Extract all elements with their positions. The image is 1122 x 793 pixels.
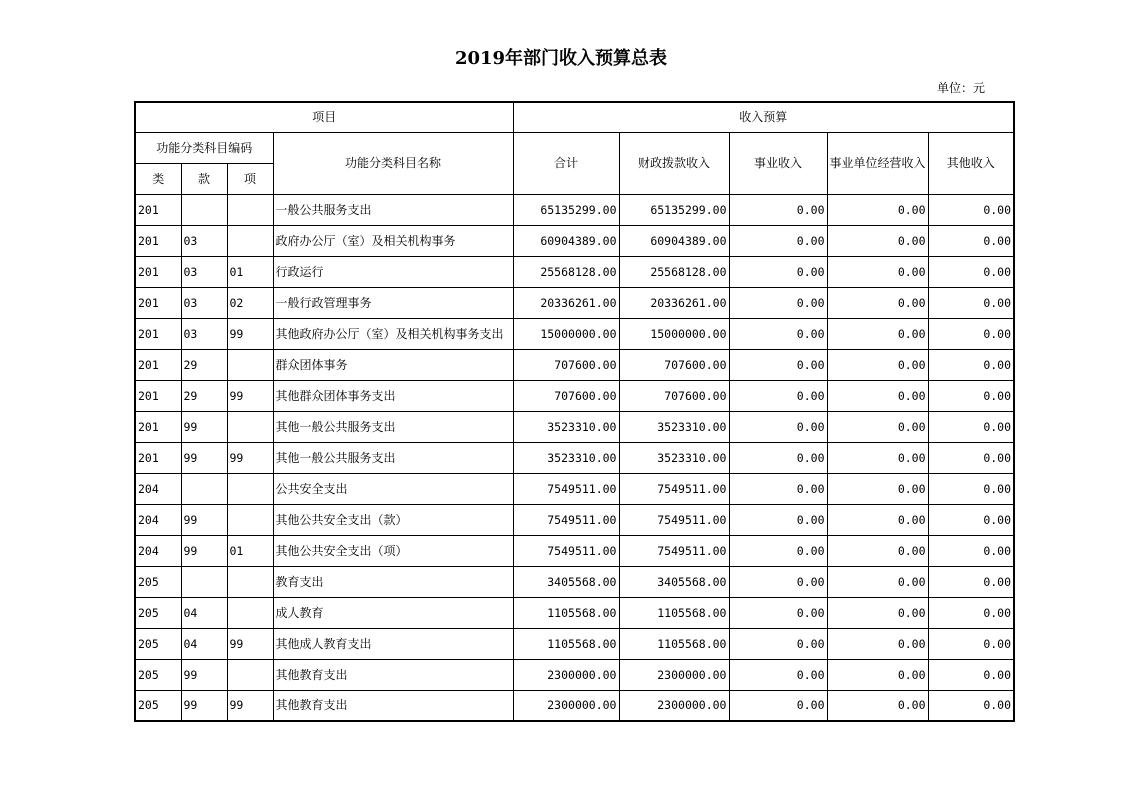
table-row	[135, 287, 1014, 318]
header-row-2	[135, 132, 1014, 163]
cell-total: 707600.00	[513, 380, 619, 411]
table-row	[135, 442, 1014, 473]
header-total: 合计	[513, 132, 619, 194]
cell-kuan: 99	[181, 442, 227, 473]
cell-business: 0.00	[729, 566, 827, 597]
cell-other: 0.00	[928, 411, 1014, 442]
cell-business: 0.00	[729, 349, 827, 380]
cell-name: 其他群众团体事务支出	[273, 380, 513, 411]
cell-name: 其他成人教育支出	[273, 628, 513, 659]
cell-name: 教育支出	[273, 566, 513, 597]
cell-name: 其他一般公共服务支出	[273, 411, 513, 442]
header-name: 功能分类科目名称	[273, 132, 513, 194]
cell-kuan: 99	[181, 504, 227, 535]
cell-total: 7549511.00	[513, 504, 619, 535]
cell-fiscal: 3405568.00	[619, 566, 729, 597]
cell-total: 3523310.00	[513, 442, 619, 473]
cell-kuan: 03	[181, 256, 227, 287]
cell-other: 0.00	[928, 504, 1014, 535]
cell-operation: 0.00	[827, 597, 928, 628]
cell-other: 0.00	[928, 566, 1014, 597]
cell-total: 25568128.00	[513, 256, 619, 287]
cell-business: 0.00	[729, 380, 827, 411]
cell-xiang: 99	[227, 690, 273, 721]
header-kuan: 款	[181, 163, 227, 194]
cell-total: 7549511.00	[513, 473, 619, 504]
cell-business: 0.00	[729, 411, 827, 442]
cell-fiscal: 20336261.00	[619, 287, 729, 318]
cell-kuan: 03	[181, 225, 227, 256]
table-row	[135, 659, 1014, 690]
cell-lei: 201	[135, 318, 181, 349]
cell-fiscal: 707600.00	[619, 380, 729, 411]
cell-kuan	[181, 473, 227, 504]
cell-name: 其他政府办公厅（室）及相关机构事务支出	[273, 318, 513, 349]
cell-total: 2300000.00	[513, 690, 619, 721]
cell-name: 其他教育支出	[273, 690, 513, 721]
cell-fiscal: 3523310.00	[619, 411, 729, 442]
header-code-group: 功能分类科目编码	[135, 132, 273, 163]
cell-other: 0.00	[928, 287, 1014, 318]
table-row	[135, 349, 1014, 380]
cell-lei: 205	[135, 566, 181, 597]
cell-other: 0.00	[928, 535, 1014, 566]
cell-kuan: 04	[181, 597, 227, 628]
cell-total: 1105568.00	[513, 628, 619, 659]
cell-xiang	[227, 566, 273, 597]
cell-name: 一般行政管理事务	[273, 287, 513, 318]
cell-fiscal: 15000000.00	[619, 318, 729, 349]
cell-fiscal: 1105568.00	[619, 597, 729, 628]
cell-other: 0.00	[928, 225, 1014, 256]
cell-lei: 201	[135, 225, 181, 256]
cell-xiang	[227, 411, 273, 442]
cell-kuan	[181, 194, 227, 225]
header-income-budget: 收入预算	[513, 102, 1014, 132]
cell-business: 0.00	[729, 597, 827, 628]
cell-business: 0.00	[729, 504, 827, 535]
cell-xiang: 99	[227, 628, 273, 659]
cell-name: 其他一般公共服务支出	[273, 442, 513, 473]
cell-other: 0.00	[928, 690, 1014, 721]
cell-operation: 0.00	[827, 225, 928, 256]
table-row	[135, 225, 1014, 256]
cell-other: 0.00	[928, 318, 1014, 349]
cell-xiang: 02	[227, 287, 273, 318]
table-row	[135, 628, 1014, 659]
cell-business: 0.00	[729, 442, 827, 473]
cell-lei: 201	[135, 287, 181, 318]
cell-fiscal: 2300000.00	[619, 690, 729, 721]
cell-lei: 204	[135, 473, 181, 504]
budget-table	[134, 101, 1015, 722]
cell-business: 0.00	[729, 535, 827, 566]
cell-lei: 201	[135, 349, 181, 380]
cell-business: 0.00	[729, 225, 827, 256]
cell-total: 65135299.00	[513, 194, 619, 225]
cell-kuan: 99	[181, 535, 227, 566]
cell-operation: 0.00	[827, 380, 928, 411]
cell-operation: 0.00	[827, 659, 928, 690]
cell-business: 0.00	[729, 659, 827, 690]
cell-total: 60904389.00	[513, 225, 619, 256]
cell-operation: 0.00	[827, 256, 928, 287]
cell-business: 0.00	[729, 628, 827, 659]
cell-total: 20336261.00	[513, 287, 619, 318]
cell-fiscal: 3523310.00	[619, 442, 729, 473]
cell-lei: 205	[135, 690, 181, 721]
header-fiscal: 财政拨款收入	[619, 132, 729, 194]
header-operation: 事业单位经营收入	[827, 132, 928, 194]
cell-total: 2300000.00	[513, 659, 619, 690]
page-title: 2019年部门收入预算总表	[454, 48, 668, 69]
cell-operation: 0.00	[827, 690, 928, 721]
table-row	[135, 473, 1014, 504]
cell-other: 0.00	[928, 380, 1014, 411]
unit-label: 单位：元	[936, 81, 985, 95]
cell-kuan	[181, 566, 227, 597]
cell-other: 0.00	[928, 256, 1014, 287]
cell-xiang	[227, 504, 273, 535]
cell-total: 1105568.00	[513, 597, 619, 628]
cell-other: 0.00	[928, 442, 1014, 473]
cell-operation: 0.00	[827, 566, 928, 597]
cell-other: 0.00	[928, 628, 1014, 659]
cell-fiscal: 60904389.00	[619, 225, 729, 256]
cell-other: 0.00	[928, 194, 1014, 225]
cell-fiscal: 65135299.00	[619, 194, 729, 225]
cell-business: 0.00	[729, 690, 827, 721]
cell-operation: 0.00	[827, 194, 928, 225]
cell-kuan: 99	[181, 411, 227, 442]
header-lei: 类	[135, 163, 181, 194]
cell-lei: 204	[135, 535, 181, 566]
cell-business: 0.00	[729, 256, 827, 287]
cell-operation: 0.00	[827, 411, 928, 442]
cell-kuan: 29	[181, 380, 227, 411]
cell-lei: 205	[135, 628, 181, 659]
cell-operation: 0.00	[827, 504, 928, 535]
cell-name: 行政运行	[273, 256, 513, 287]
cell-xiang: 01	[227, 535, 273, 566]
cell-fiscal: 707600.00	[619, 349, 729, 380]
cell-lei: 201	[135, 194, 181, 225]
cell-xiang	[227, 225, 273, 256]
cell-name: 其他公共安全支出（款）	[273, 504, 513, 535]
table-row	[135, 504, 1014, 535]
cell-kuan: 99	[181, 659, 227, 690]
cell-total: 707600.00	[513, 349, 619, 380]
cell-kuan: 03	[181, 318, 227, 349]
table-row	[135, 690, 1014, 721]
cell-name: 其他公共安全支出（项）	[273, 535, 513, 566]
header-business: 事业收入	[729, 132, 827, 194]
cell-name: 其他教育支出	[273, 659, 513, 690]
cell-operation: 0.00	[827, 349, 928, 380]
cell-operation: 0.00	[827, 473, 928, 504]
header-project: 项目	[135, 102, 513, 132]
cell-lei: 201	[135, 442, 181, 473]
cell-fiscal: 7549511.00	[619, 535, 729, 566]
cell-name: 一般公共服务支出	[273, 194, 513, 225]
cell-operation: 0.00	[827, 535, 928, 566]
cell-xiang	[227, 597, 273, 628]
table-row	[135, 411, 1014, 442]
header-other: 其他收入	[928, 132, 1014, 194]
cell-xiang: 99	[227, 318, 273, 349]
cell-business: 0.00	[729, 194, 827, 225]
cell-xiang	[227, 659, 273, 690]
cell-fiscal: 2300000.00	[619, 659, 729, 690]
header-xiang: 项	[227, 163, 273, 194]
cell-business: 0.00	[729, 318, 827, 349]
header-row-1	[135, 102, 1014, 132]
cell-total: 7549511.00	[513, 535, 619, 566]
cell-kuan: 99	[181, 690, 227, 721]
table-row	[135, 535, 1014, 566]
cell-lei: 201	[135, 380, 181, 411]
cell-name: 成人教育	[273, 597, 513, 628]
cell-lei: 205	[135, 597, 181, 628]
cell-xiang: 01	[227, 256, 273, 287]
cell-lei: 204	[135, 504, 181, 535]
cell-other: 0.00	[928, 659, 1014, 690]
cell-lei: 205	[135, 659, 181, 690]
table-row	[135, 597, 1014, 628]
cell-name: 政府办公厅（室）及相关机构事务	[273, 225, 513, 256]
table-row	[135, 380, 1014, 411]
cell-lei: 201	[135, 411, 181, 442]
cell-kuan: 29	[181, 349, 227, 380]
cell-business: 0.00	[729, 287, 827, 318]
cell-operation: 0.00	[827, 318, 928, 349]
cell-business: 0.00	[729, 473, 827, 504]
table-row	[135, 566, 1014, 597]
cell-fiscal: 7549511.00	[619, 473, 729, 504]
cell-xiang	[227, 194, 273, 225]
cell-kuan: 04	[181, 628, 227, 659]
cell-other: 0.00	[928, 597, 1014, 628]
cell-name: 公共安全支出	[273, 473, 513, 504]
cell-fiscal: 25568128.00	[619, 256, 729, 287]
table-row	[135, 318, 1014, 349]
cell-other: 0.00	[928, 349, 1014, 380]
table-row	[135, 256, 1014, 287]
cell-total: 3405568.00	[513, 566, 619, 597]
cell-xiang: 99	[227, 380, 273, 411]
cell-fiscal: 1105568.00	[619, 628, 729, 659]
cell-other: 0.00	[928, 473, 1014, 504]
cell-xiang: 99	[227, 442, 273, 473]
cell-xiang	[227, 473, 273, 504]
cell-operation: 0.00	[827, 287, 928, 318]
cell-total: 3523310.00	[513, 411, 619, 442]
cell-operation: 0.00	[827, 628, 928, 659]
cell-fiscal: 7549511.00	[619, 504, 729, 535]
cell-lei: 201	[135, 256, 181, 287]
cell-name: 群众团体事务	[273, 349, 513, 380]
table-row	[135, 194, 1014, 225]
cell-kuan: 03	[181, 287, 227, 318]
cell-operation: 0.00	[827, 442, 928, 473]
cell-total: 15000000.00	[513, 318, 619, 349]
cell-xiang	[227, 349, 273, 380]
